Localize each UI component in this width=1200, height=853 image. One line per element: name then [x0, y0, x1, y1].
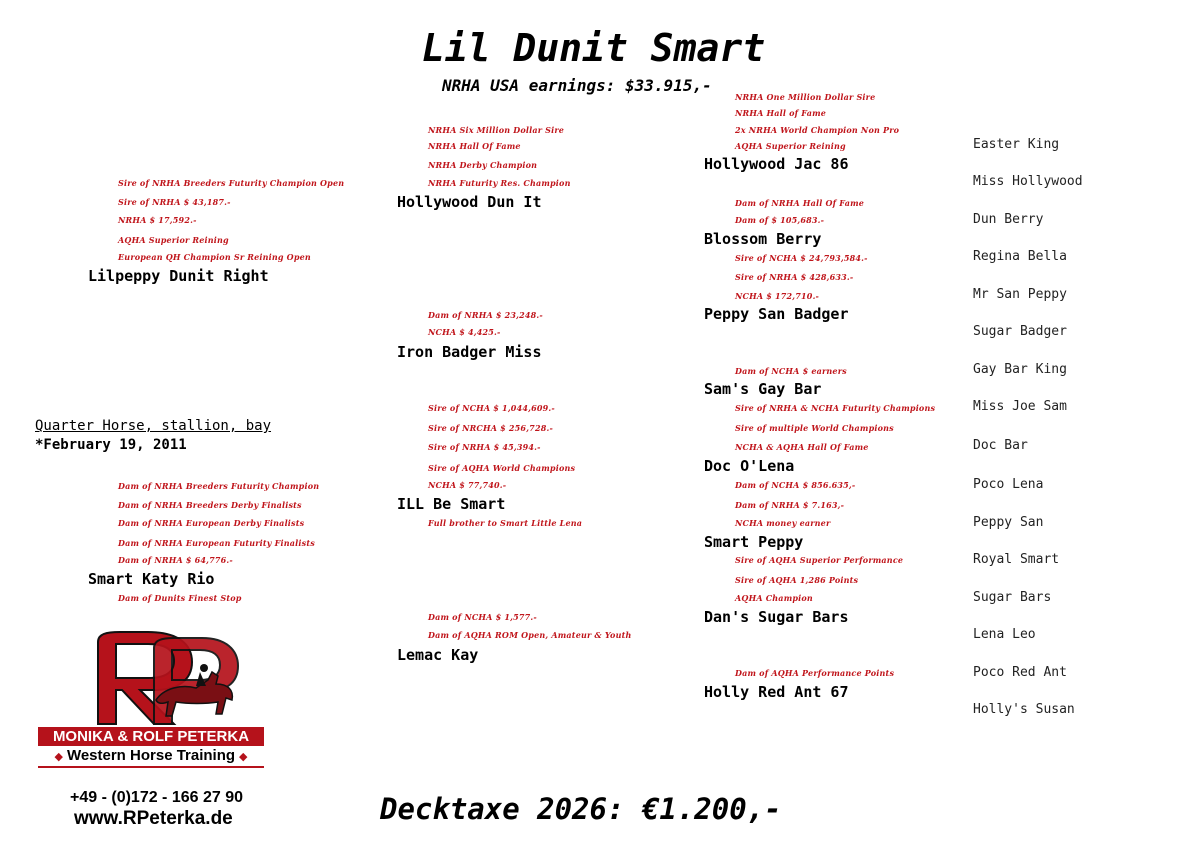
gen4-horse: Mr San Peppy — [973, 287, 1067, 302]
ill-be-smart-note: Sire of NRHA $ 45,394.- — [428, 442, 541, 452]
ill-be-smart-note: Sire of NCHA $ 1,044,609.- — [428, 403, 555, 413]
dans-sugar-bars-note: Sire of AQHA Superior Performance — [735, 555, 904, 565]
logo-tagline: Western Horse Training — [66, 747, 236, 764]
gen4-horse: Sugar Bars — [973, 590, 1052, 605]
lemac-kay-name: Lemac Kay — [397, 646, 479, 664]
iron-badger-miss-note: NCHA $ 4,425.- — [428, 327, 501, 337]
diamond-icon: ◆ — [54, 751, 63, 763]
logo-name-band: MONIKA & ROLF PETERKA — [38, 727, 264, 747]
gen4-horse: Miss Hollywood — [973, 174, 1083, 189]
gen4-horse: Regina Bella — [973, 249, 1067, 264]
gen4-horse: Sugar Badger — [973, 324, 1067, 339]
hollywood-jac-86-note: AQHA Superior Reining — [735, 141, 846, 151]
dam-note: Dam of NRHA $ 64,776.- — [118, 555, 233, 565]
gen4-horse: Miss Joe Sam — [973, 399, 1067, 414]
gen4-horse: Doc Bar — [973, 438, 1028, 453]
gen4-horse: Poco Lena — [973, 477, 1044, 492]
iron-badger-miss-note: Dam of NRHA $ 23,248.- — [428, 310, 543, 320]
sire-note: AQHA Superior Reining — [118, 235, 229, 245]
dam-note: Dam of Dunits Finest Stop — [118, 593, 242, 603]
holly-red-ant-67-name: Holly Red Ant 67 — [704, 683, 849, 701]
page-title: Lil Dunit Smart — [421, 26, 766, 70]
doc-olena-note: NCHA & AQHA Hall Of Fame — [735, 442, 869, 452]
peppy-san-badger-note: Sire of NCHA $ 24,793,584.- — [735, 253, 868, 263]
diamond-icon: ◆ — [239, 751, 248, 763]
dam-note: Dam of NRHA European Derby Finalists — [118, 518, 305, 528]
dans-sugar-bars-name: Dan's Sugar Bars — [704, 608, 849, 626]
logo-tagline-band — [38, 746, 264, 768]
holly-red-ant-67-note: Dam of AQHA Performance Points — [735, 668, 895, 678]
contact-website[interactable]: www.RPeterka.de — [74, 808, 233, 829]
hollywood-dun-it-note: NRHA Hall Of Fame — [428, 141, 521, 151]
gen4-horse: Royal Smart — [973, 552, 1060, 567]
sams-gay-bar-name: Sam's Gay Bar — [704, 380, 822, 398]
dans-sugar-bars-note: Sire of AQHA 1,286 Points — [735, 575, 859, 585]
earnings-line: NRHA USA earnings: $33.915,- — [442, 76, 712, 95]
ill-be-smart-note: Sire of AQHA World Champions — [428, 463, 576, 473]
ill-be-smart-note: Full brother to Smart Little Lena — [428, 518, 583, 528]
gen4-horse: Peppy San — [973, 515, 1044, 530]
ill-be-smart-note: NCHA $ 77,740.- — [428, 480, 507, 490]
hollywood-dun-it-note: NRHA Six Million Dollar Sire — [428, 125, 565, 135]
smart-peppy-note: Dam of NRHA $ 7.163,- — [735, 500, 845, 510]
hollywood-jac-86-note: 2x NRHA World Champion Non Pro — [735, 125, 900, 135]
blossom-berry-name: Blossom Berry — [704, 230, 822, 248]
hollywood-jac-86-name: Hollywood Jac 86 — [704, 155, 849, 173]
sire-note: Sire of NRHA Breeders Futurity Champion Open — [118, 178, 345, 188]
iron-badger-miss-name: Iron Badger Miss — [397, 343, 542, 361]
dam-note: Dam of NRHA Breeders Futurity Champion — [118, 481, 320, 491]
dam-note: Dam of NRHA Breeders Derby Finalists — [118, 500, 302, 510]
doc-olena-note: Sire of NRHA & NCHA Futurity Champions — [735, 403, 936, 413]
hollywood-dun-it-name: Hollywood Dun It — [397, 193, 542, 211]
hollywood-jac-86-note: NRHA Hall of Fame — [735, 108, 827, 118]
peppy-san-badger-name: Peppy San Badger — [704, 305, 849, 323]
ill-be-smart-note: Sire of NRCHA $ 256,728.- — [428, 423, 553, 433]
dam-note: Dam of NRHA European Futurity Finalists — [118, 538, 315, 548]
dans-sugar-bars-note: AQHA Champion — [735, 593, 813, 603]
smart-peppy-name: Smart Peppy — [704, 533, 804, 551]
ill-be-smart-name: ILL Be Smart — [397, 495, 506, 513]
contact-phone: +49 - (0)172 - 166 27 90 — [70, 789, 244, 806]
birth-date: *February 19, 2011 — [35, 437, 187, 453]
peppy-san-badger-note: NCHA $ 172,710.- — [735, 291, 820, 301]
gen4-horse: Poco Red Ant — [973, 665, 1067, 680]
dam-name: Smart Katy Rio — [88, 570, 215, 588]
sire-name: Lilpeppy Dunit Right — [88, 267, 269, 285]
lemac-kay-note: Dam of AQHA ROM Open, Amateur & Youth — [428, 630, 632, 640]
gen4-horse: Dun Berry — [973, 212, 1044, 227]
gen4-horse: Holly's Susan — [973, 702, 1075, 717]
blossom-berry-note: Dam of NRHA Hall Of Fame — [735, 198, 865, 208]
doc-olena-name: Doc O'Lena — [704, 457, 795, 475]
breed-line: Quarter Horse, stallion, bay — [35, 418, 272, 434]
hollywood-jac-86-note: NRHA One Million Dollar Sire — [735, 92, 876, 102]
smart-peppy-note: Dam of NCHA $ 856.635,- — [735, 480, 856, 490]
gen4-horse: Gay Bar King — [973, 362, 1067, 377]
hollywood-dun-it-note: NRHA Futurity Res. Champion — [428, 178, 571, 188]
sire-note: European QH Champion Sr Reining Open — [118, 252, 311, 262]
gen4-horse: Easter King — [973, 137, 1060, 152]
doc-olena-note: Sire of multiple World Champions — [735, 423, 894, 433]
gen4-horse: Lena Leo — [973, 627, 1036, 642]
rp-monogram-icon — [36, 628, 266, 728]
smart-peppy-note: NCHA money earner — [735, 518, 831, 528]
lemac-kay-note: Dam of NCHA $ 1,577.- — [428, 612, 537, 622]
stud-fee: Decktaxe 2026: €1.200,- — [380, 792, 782, 826]
peppy-san-badger-note: Sire of NRHA $ 428,633.- — [735, 272, 854, 282]
sire-note: NRHA $ 17,592.- — [118, 215, 197, 225]
sams-gay-bar-note: Dam of NCHA $ earners — [735, 366, 847, 376]
blossom-berry-note: Dam of $ 105,683.- — [735, 215, 825, 225]
hollywood-dun-it-note: NRHA Derby Champion — [428, 160, 538, 170]
sire-note: Sire of NRHA $ 43,187.- — [118, 197, 231, 207]
